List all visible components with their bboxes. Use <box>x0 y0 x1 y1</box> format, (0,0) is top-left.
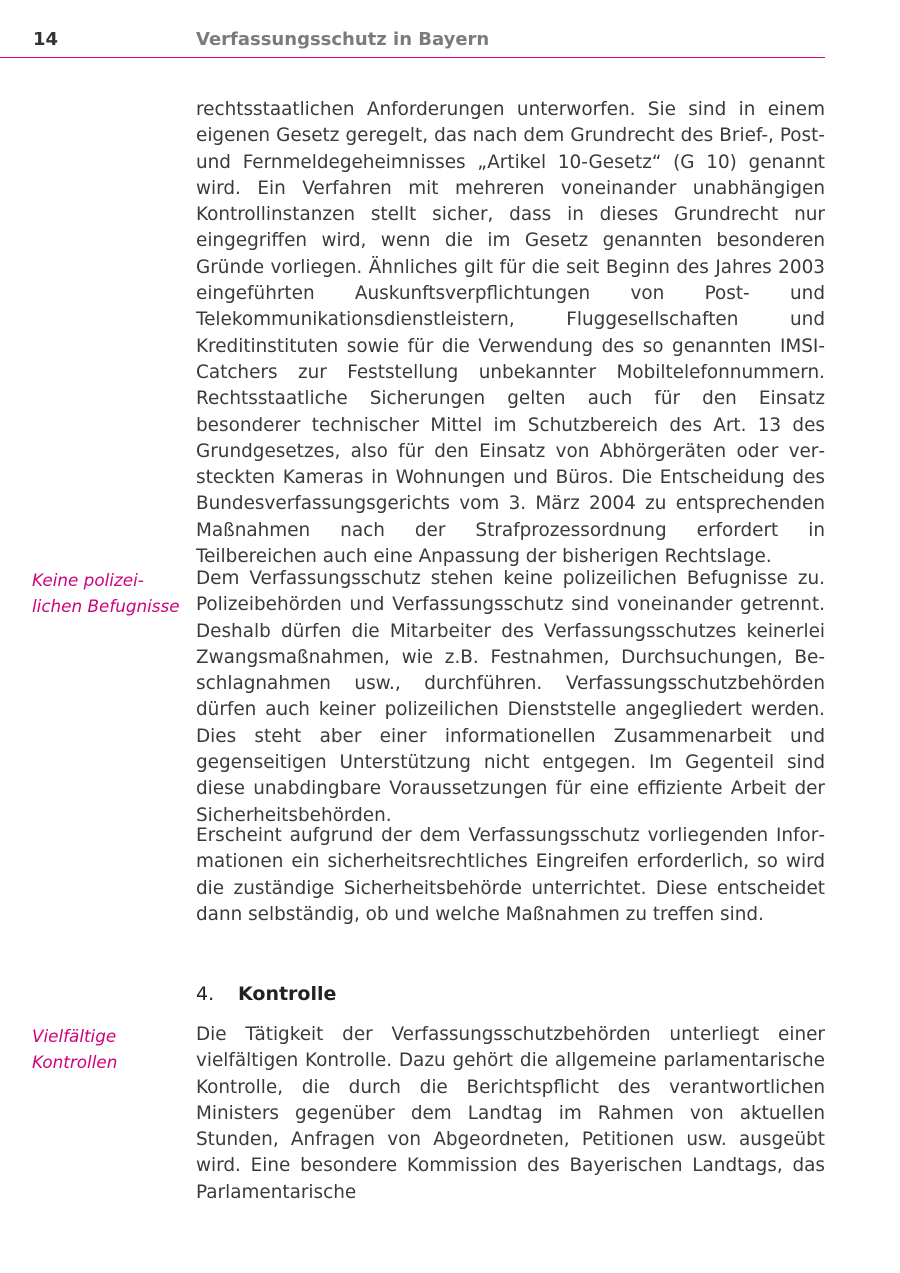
running-title: Verfassungsschutz in Bayern <box>196 29 490 50</box>
paragraph-text: Erscheint aufgrund der dem Verfassungsschutz vorliegenden Informationen ein sicherheitsrechtliches Eingreifen erforderlich, so wird die zuständige Sicherheitsbehörde unterrichtet. Diese entscheidet dann selbständig, ob und welche Maßnahmen zu treffen sind. <box>196 825 825 925</box>
margin-note-line: lichen Befugnisse <box>32 596 180 617</box>
page-header <box>0 0 825 58</box>
margin-note-line: Vielfältige <box>32 1026 117 1046</box>
margin-note-polizeiliche-befugnisse <box>32 567 192 620</box>
page-number: 14 <box>33 29 59 50</box>
paragraph-text: Dem Verfassungsschutz stehen keine polizeilichen Befugnisse zu. Polizeibehörden und Verfassungsschutz sind voneinander getrennt. Deshalb dürfen die Mitarbeiter des Verfassungsschutzes keinerlei Zwangsmaßnahmen, wie z.B. Festnahmen, Durchsuchungen, Beschlagnahmen usw., durchführen. Verfassungsschutzbehörden dürfen auch keiner polizeilichen Dienststelle angegliedert werden. Dies steht aber einer informationellen Zusammenarbeit und gegenseitigen Unterstützung nicht entgegen. Im Gegenteil sind diese unabdingbare Voraussetzungen für eine effiziente Arbeit der Sicherheitsbehörden. <box>196 568 825 826</box>
section-number: 4. <box>196 983 215 1005</box>
margin-note-line: Kontrollen <box>32 1052 118 1073</box>
section-title: Kontrolle <box>238 983 337 1005</box>
paragraph-2 <box>196 566 825 829</box>
paragraph-1 <box>196 97 825 570</box>
paragraph-text: rechtsstaatlichen Anforderungen unterworfen. Sie sind in einem eigenen Gesetz geregelt, das nach dem Grundrecht des Brief-, Post- und Fernmeldegeheimnisses „Artikel 10-Gesetz“ (G 10) genannt wird. Ein Verfahren mit mehreren voneinander unabhängigen Kontrollinstanzen stellt sicher, dass in dieses Grundrecht nur eingegriffen wird, wenn die im Gesetz genannten besonderen Gründe vorliegen. Ähnliches gilt für die seit Beginn des Jahres 2003 eingeführten Auskunftsverpflichtungen von Post- und Telekommunikationsdienstleistern, Fluggesellschaften und Kreditinstituten sowie für die Verwendung des so genannten IMSI-Catchers zur Feststellung unbekannter Mobiltelefonnummern. Rechtsstaatliche Sicherungen gelten auch für den Einsatz besonderer technischer Mittel im Schutzbereich des Art. 13 des Grundgesetzes, also für den Einsatz von Abhörgeräten oder versteckten Kameras in Wohnungen und Büros. Die Entscheidung des Bundesverfassungsgerichts vom 3. März 2004 zu entsprechenden Maßnahmen nach der Strafprozessordnung erfordert in Teilbereichen auch eine Anpassung der bisherigen Rechtslage. <box>196 99 825 568</box>
section-heading <box>196 983 336 1005</box>
margin-note-kontrollen <box>32 1023 192 1076</box>
paragraph-text: Die Tätigkeit der Verfassungsschutzbehörden unterliegt einer vielfältigen Kontrolle. Dazu gehört die allgemeine parlamentarische Kontrolle, die durch die Berichtspflicht des verantwortlichen Ministers gegenüber dem Landtag im Rahmen von aktuellen Stunden, Anfragen von Abgeordneten, Petitionen usw. ausgeübt wird. Eine besondere Kommission des Bayerischen Landtags, das Parlamentarische <box>196 1024 825 1203</box>
paragraph-4 <box>196 1022 825 1206</box>
paragraph-3 <box>196 823 825 928</box>
margin-note-line: Keine polizei- <box>32 570 144 590</box>
